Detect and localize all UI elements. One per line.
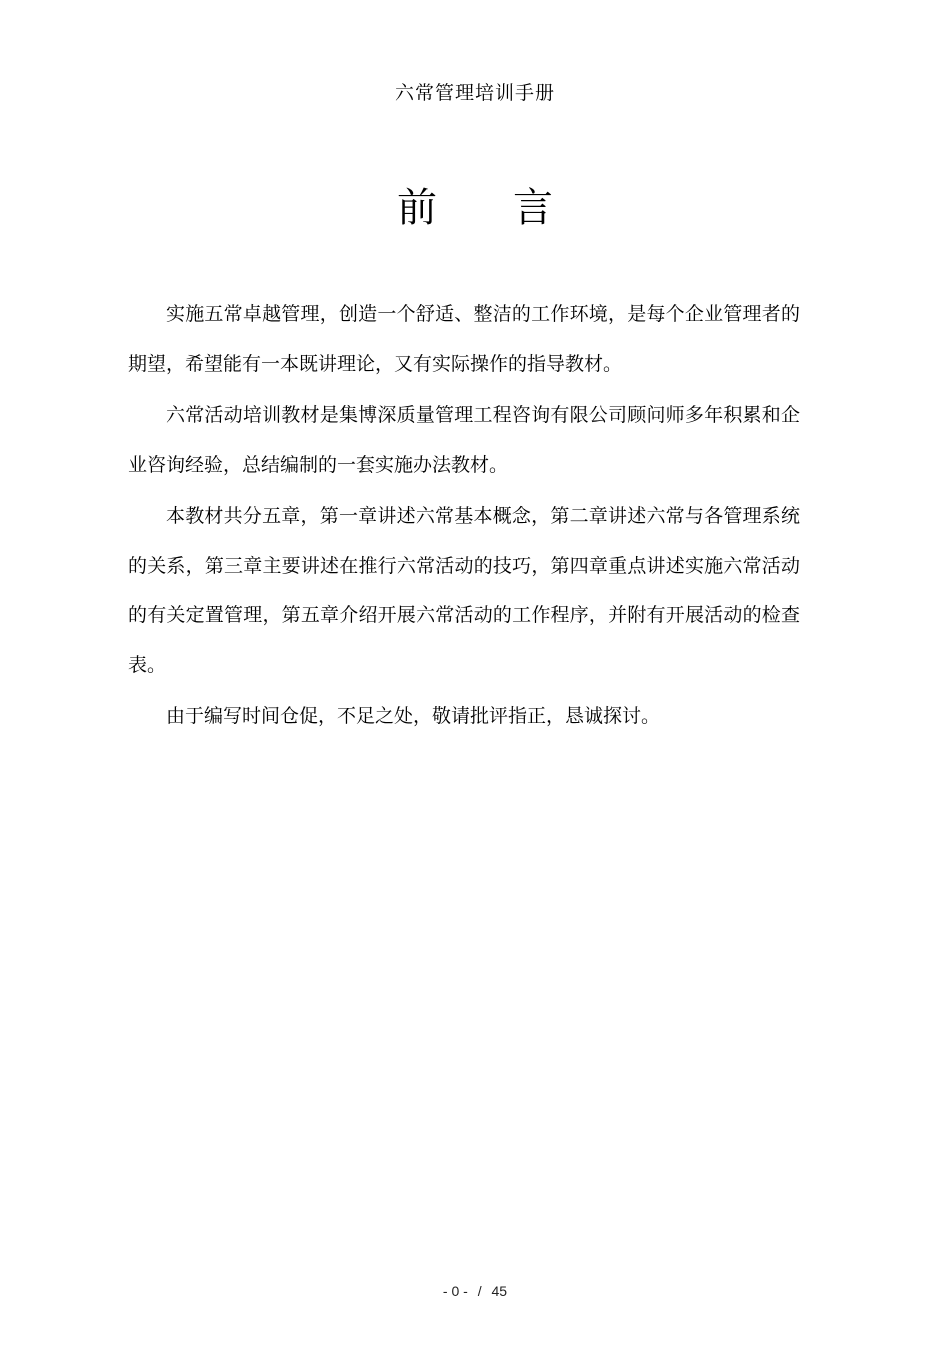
page-title [0, 176, 950, 233]
paragraph-3: 本教材共分五章，第一章讲述六常基本概念，第二章讲述六常与各管理系统的关系，第三章主要讲述在推行六常活动的技巧，第四章重点讲述实施六常活动的有关定置管理，第五章介绍开展六常活动的工作程序，并附有开展活动的检查表。 [128, 505, 800, 676]
page-footer [0, 1283, 950, 1299]
paragraph-1: 实施五常卓越管理，创造一个舒适、整洁的工作环境，是每个企业管理者的期望，希望能有一本既讲理论，又有实际操作的指导教材。 [128, 303, 800, 375]
page-number-current: - 0 - [442, 1283, 468, 1299]
page-number-separator: / [477, 1283, 482, 1299]
paragraph-4: 由于编写时间仓促，不足之处，敬请批评指正，恳诚探讨。 [166, 705, 661, 727]
page-number-total: 45 [491, 1283, 508, 1299]
running-header-title: 六常管理培训手册 [394, 82, 555, 104]
paragraph-2: 六常活动培训教材是集博深质量管理工程咨询有限公司顾问师多年积累和企业咨询经验，总结编制的一套实施办法教材。 [128, 404, 800, 476]
preface-body [128, 290, 800, 744]
page-title-part-1: 前 [397, 185, 437, 231]
page-title-part-2: 言 [513, 185, 553, 231]
